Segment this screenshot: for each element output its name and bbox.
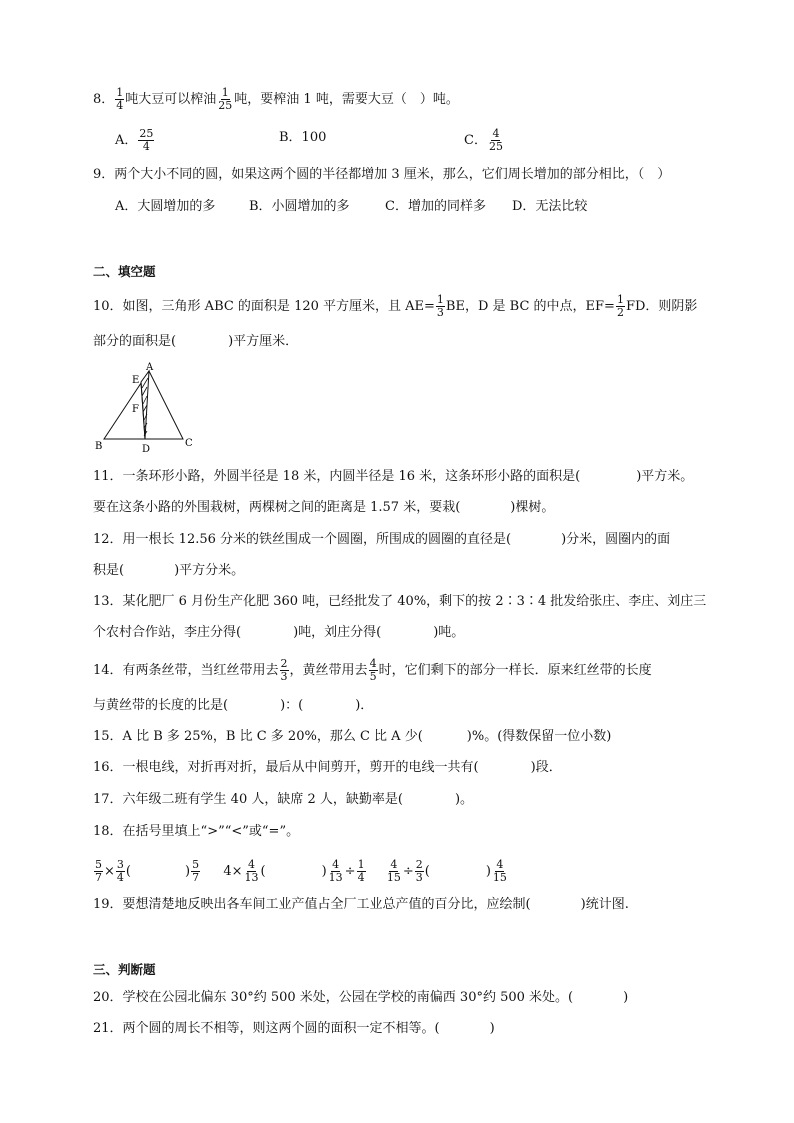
fraction: $\frac{4}{15}$ [492,858,507,884]
question-9: 9．两个大小不同的圆，如果这两个圆的半径都增加 3 厘米，那么，它们周长增加的部分相比，（ ） [93,167,671,182]
triangle-diagram [90,360,200,455]
fraction: $\frac{5}{7}$ [95,858,102,884]
fraction: $\frac{2}{3}$ [415,858,423,884]
option-a: A． $\frac{25}{4}$ [115,127,154,153]
question-15: 15．A 比 B 多 25%，B 比 C 多 20%，那么 C 比 A 少( )%。(得数保留一位小数) [93,729,612,744]
question-19: 19．要想清楚地反映出各车间工业产值占全厂工业总产值的百分比，应绘制( )统计图. [93,897,629,912]
fraction: $\frac{2}{3}$ [280,657,288,683]
fraction: $\frac{1}{2}$ [616,293,624,319]
fraction: $\frac{4}{13}$ [328,858,343,884]
question-13: 13．某化肥厂 6 月份生产化肥 360 吨，已经批发了 40%，剩下的按 2∶3∶4 批发给张庄、李庄、刘庄三 [93,594,707,609]
question-10: 10．如图，三角形 ABC 的面积是 120 平方厘米，且 AE= $\frac{1}{3}$ BE，D 是 BC 的中点，EF= $\frac{1}{2}$ FD．则阴影 [93,293,698,319]
comparison-3: $\frac{4}{15}$ ÷ $\frac{2}{3}$ ( ) $\frac{4}{15}$ [386,858,507,884]
question-13-line2: 个农村合作站，李庄分得( )吨，刘庄分得( )吨。 [93,625,465,640]
fraction: $\frac{1}{25}$ [218,86,233,112]
fraction: $\frac{4}{15}$ [386,858,401,884]
question-21: 21．两个圆的周长不相等，则这两个圆的面积一定不相等。( ) [93,1021,495,1036]
question-14: 14．有两条丝带，当红丝带用去 $\frac{2}{3}$ ，黄丝带用去 $\frac{4}{5}$ 时，它们剩下的部分一样长．原来红丝带的长度 [93,657,652,683]
fraction: $\frac{1}{3}$ [436,293,444,319]
comparison-row [93,854,509,890]
option-c: C． $\frac{4}{25}$ [464,127,503,153]
label-c: C [185,438,193,449]
option-d: D．无法比较 [512,199,588,214]
label-b: B [95,441,103,452]
option-b: B．100 [279,130,327,145]
label-e: E [132,375,140,386]
fraction: $\frac{4}{25}$ [488,127,503,153]
question-18: 18．在括号里填上“>”“<”或“=”。 [93,824,300,839]
comparison-1: $\frac{5}{7}$ × $\frac{3}{4}$ ( ) $\frac{5}{7}$ [95,858,200,884]
question-8: 8． $\frac{1}{4}$ 吨大豆可以榨油 $\frac{1}{25}$ 吨，要榨油 1 吨，需要大豆（ ）吨。 [93,86,459,112]
question-11: 11．一条环形小路，外圆半径是 18 米，内圆半径是 16 米，这条环形小路的面积是( )平方米。 [93,469,694,484]
fraction: $\frac{1}{4}$ [357,858,365,884]
question-16: 16．一根电线，对折再对折，最后从中间剪开，剪开的电线一共有( )段． [93,760,562,775]
question-20: 20．学校在公园北偏东 30°约 500 米处，公园在学校的南偏西 30°约 500 米处。( ) [93,990,629,1005]
label-f: F [132,404,139,415]
question-10-line2: 部分的面积是( )平方厘米． [93,334,299,349]
label-a: A [146,362,154,373]
question-14-line2: 与黄丝带的长度的比是( )：( )． [93,698,374,713]
option-b: B．小圆增加的多 [249,199,350,214]
label-d: D [142,444,151,455]
fraction: $\frac{4}{5}$ [369,657,377,683]
fraction: $\frac{4}{13}$ [244,858,259,884]
fraction: $\frac{1}{4}$ [116,86,124,112]
fraction: $\frac{5}{7}$ [192,858,200,884]
question-17: 17．六年级二班有学生 40 人，缺席 2 人，缺勤率是( )。 [93,792,474,807]
question-12-line2: 积是( )平方分米。 [93,563,245,578]
option-a: A．大圆增加的多 [115,199,216,214]
question-11-line2: 要在这条小路的外围栽树，两棵树之间的距离是 1.57 米，要栽( )棵树。 [93,500,555,515]
question-12: 12．用一根长 12.56 分米的铁丝围成一个圆圈，所围成的圆圈的直径是( )分米，圆圈内的面 [93,532,671,547]
fraction: $\frac{3}{4}$ [116,858,124,884]
fraction: $\frac{25}{4}$ [139,127,154,153]
section-heading: 三、判断题 [93,962,156,977]
section-heading: 二、填空题 [93,264,156,279]
comparison-2: 4× $\frac{4}{13}$ ( ) $\frac{4}{13}$ ÷ $\frac{1}{4}$ [223,858,365,884]
option-c: C．增加的同样多 [385,199,486,214]
